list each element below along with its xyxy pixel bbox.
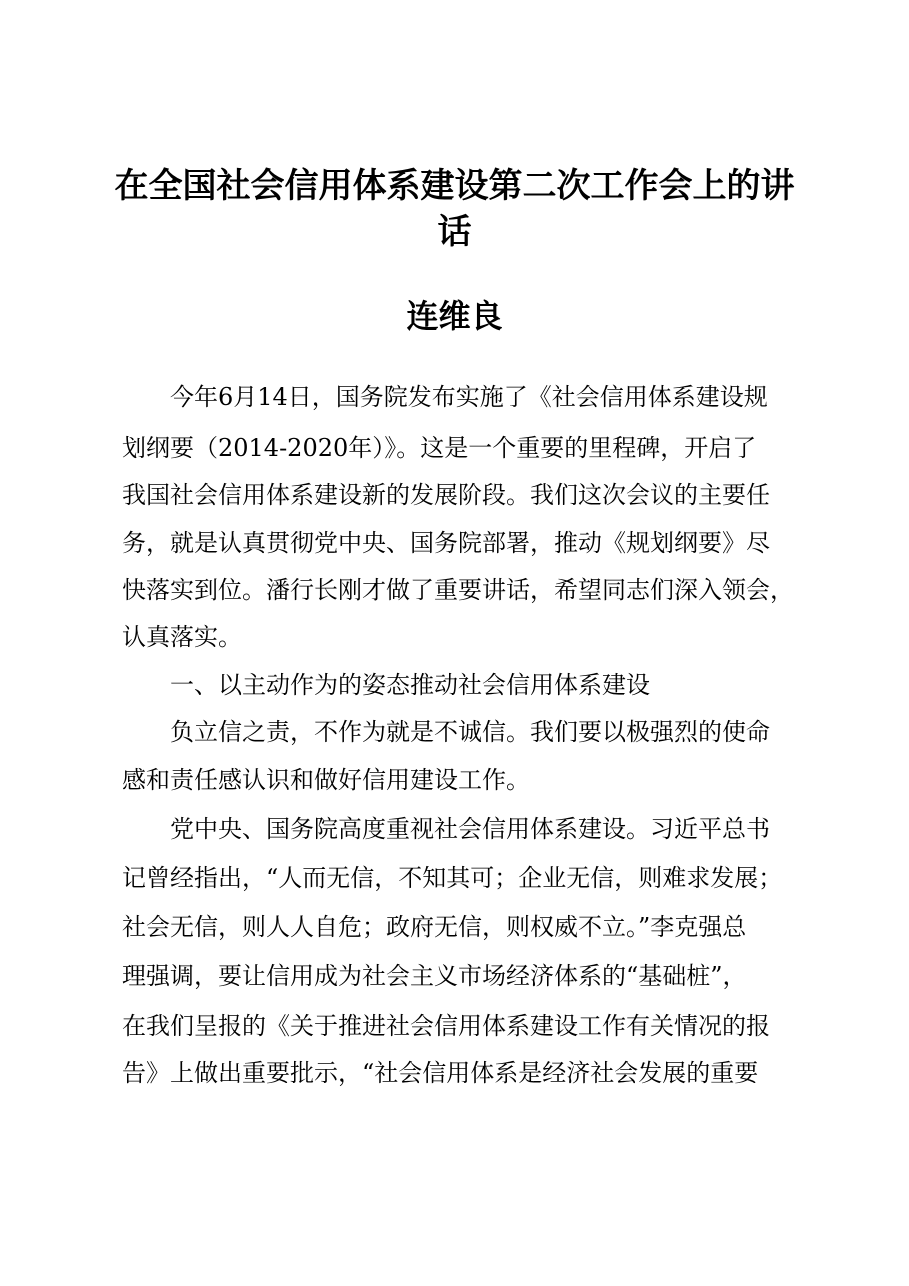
body-line: 务，就是认真贯彻党中央、国务院部署，推动《规划纲要》尽 — [122, 529, 770, 557]
body-line: 党中央、国务院高度重视社会信用体系建设。习近平总书 — [170, 815, 770, 843]
document-title-line-1: 在全国社会信用体系建设第二次工作会上的讲 — [114, 166, 795, 206]
body-line: 负立信之责，不作为就是不诚信。我们要以极强烈的使命 — [170, 718, 770, 746]
body-line: 社会无信，则人人自危；政府无信，则权威不立。”李克强总 — [122, 913, 747, 941]
body-line: 快落实到位。潘行长刚才做了重要讲话，希望同志们深入领会， — [122, 576, 794, 604]
body-line: 告》上做出重要批示，“社会信用体系是经济社会发展的重要 — [122, 1059, 759, 1087]
section-heading: 一、以主动作为的姿态推动社会信用体系建设 — [170, 671, 650, 699]
body-line: 认真落实。 — [122, 623, 242, 651]
body-line: 今年6月14日，国务院发布实施了《社会信用体系建设规 — [170, 383, 768, 411]
document-title-line-2: 话 — [437, 212, 472, 252]
body-line: 划纲要（2014-2020年）》。这是一个重要的里程碑，开启了 — [122, 434, 757, 462]
body-line: 感和责任感认识和做好信用建设工作。 — [122, 766, 530, 794]
body-line: 我国社会信用体系建设新的发展阶段。我们这次会议的主要任 — [122, 481, 770, 509]
author-name: 连维良 — [406, 297, 503, 335]
body-line: 在我们呈报的《关于推进社会信用体系建设工作有关情况的报 — [122, 1012, 770, 1040]
body-line: 记曾经指出，“人而无信，不知其可；企业无信，则难求发展； — [122, 864, 783, 892]
body-line: 理强调，要让信用成为社会主义市场经济体系的“基础桩”， — [122, 962, 747, 990]
